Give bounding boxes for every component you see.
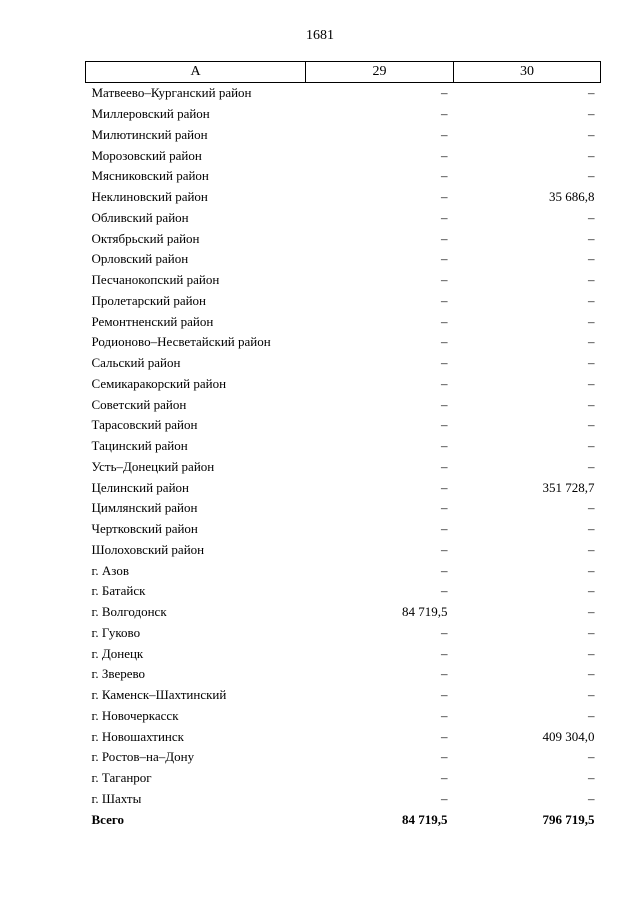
value-col-30: – <box>588 770 595 786</box>
table-row <box>86 789 601 810</box>
value-col-29: – <box>441 396 448 412</box>
table-row <box>86 353 601 374</box>
value-col-30: – <box>588 209 595 225</box>
value-col-30: – <box>588 375 595 391</box>
value-col-29: – <box>441 521 448 537</box>
row-label: Орловский район <box>91 251 189 267</box>
row-label: Мясниковский район <box>91 168 209 184</box>
value-col-29: – <box>441 624 448 640</box>
row-label: г. Новошахтинск <box>91 728 184 744</box>
table-row <box>86 477 601 498</box>
column-header-a: А <box>86 62 306 83</box>
value-col-29: – <box>441 500 448 516</box>
value-col-29: – <box>441 292 448 308</box>
table-row <box>86 581 601 602</box>
value-col-30: – <box>588 624 595 640</box>
row-label: Усть–Донецкий район <box>91 458 215 474</box>
row-label: Тарасовский район <box>91 417 198 433</box>
value-col-30: – <box>588 666 595 682</box>
table-row <box>86 270 601 291</box>
value-col-30: – <box>588 313 595 329</box>
value-col-30: – <box>588 147 595 163</box>
page-number: 1681 <box>306 28 334 43</box>
value-col-30: – <box>588 458 595 474</box>
value-col-30: 409 304,0 <box>542 728 595 744</box>
value-col-29: – <box>441 583 448 599</box>
row-label: Пролетарский район <box>91 292 207 308</box>
value-col-30: – <box>588 521 595 537</box>
row-label: Милютинский район <box>91 126 208 142</box>
row-label: г. Донецк <box>91 645 144 661</box>
value-col-29: – <box>441 562 448 578</box>
value-col-29: – <box>441 355 448 371</box>
table-body <box>86 83 601 831</box>
row-label: Тацинский район <box>91 438 188 454</box>
value-col-29: – <box>441 417 448 433</box>
row-label: г. Шахты <box>91 790 142 806</box>
total-col-30: 796 719,5 <box>542 811 595 827</box>
table-row <box>86 706 601 727</box>
table-row <box>86 228 601 249</box>
row-label: г. Гуково <box>91 624 141 640</box>
row-label: г. Ростов–на–Дону <box>91 749 195 765</box>
value-col-30: – <box>588 438 595 454</box>
value-col-29: – <box>441 645 448 661</box>
table-row <box>86 623 601 644</box>
value-col-30: – <box>588 272 595 288</box>
value-col-29: – <box>441 790 448 806</box>
table-row <box>86 394 601 415</box>
table-row <box>86 104 601 125</box>
table-row <box>86 768 601 789</box>
table-row <box>86 436 601 457</box>
value-col-29: – <box>441 334 448 350</box>
table-row <box>86 374 601 395</box>
value-col-30: – <box>588 396 595 412</box>
table-row <box>86 685 601 706</box>
value-col-29: – <box>441 541 448 557</box>
value-col-30: – <box>588 604 595 620</box>
row-label: Морозовский район <box>91 147 202 163</box>
row-label: г. Азов <box>91 562 129 578</box>
row-label: Советский район <box>91 396 187 412</box>
value-col-30: – <box>588 85 595 101</box>
column-header-30: 30 <box>454 62 601 83</box>
value-col-30: – <box>588 790 595 806</box>
table-row <box>86 457 601 478</box>
total-col-29: 84 719,5 <box>402 811 448 827</box>
value-col-30: – <box>588 126 595 142</box>
row-label: г. Новочеркасск <box>91 707 179 723</box>
value-col-29: – <box>441 147 448 163</box>
row-label: Неклиновский район <box>91 189 208 205</box>
value-col-29: – <box>441 209 448 225</box>
value-col-29: – <box>441 458 448 474</box>
value-col-29: – <box>441 85 448 101</box>
value-col-29: – <box>441 313 448 329</box>
header-row <box>86 62 601 83</box>
row-label: Шолоховский район <box>91 541 205 557</box>
budget-table <box>85 61 601 830</box>
row-label: Семикаракорский район <box>91 375 227 391</box>
value-col-30: – <box>588 334 595 350</box>
table-row <box>86 83 601 104</box>
table-row <box>86 166 601 187</box>
table-row <box>86 560 601 581</box>
row-label: г. Зверево <box>91 666 146 682</box>
value-col-29: – <box>441 687 448 703</box>
value-col-30: – <box>588 583 595 599</box>
value-col-30: 35 686,8 <box>549 189 595 205</box>
value-col-30: 351 728,7 <box>542 479 595 495</box>
row-label: Целинский район <box>91 479 189 495</box>
row-label: г. Таганрог <box>91 770 152 786</box>
column-header-29: 29 <box>306 62 454 83</box>
value-col-30: – <box>588 168 595 184</box>
value-col-29: – <box>441 168 448 184</box>
total-row <box>86 809 601 830</box>
table-row <box>86 145 601 166</box>
table-row <box>86 208 601 229</box>
table-row <box>86 415 601 436</box>
value-col-29: – <box>441 438 448 454</box>
table-row <box>86 311 601 332</box>
table-row <box>86 643 601 664</box>
value-col-29: – <box>441 106 448 122</box>
value-col-29: – <box>441 728 448 744</box>
table-header <box>86 62 601 83</box>
row-label: г. Волгодонск <box>91 604 167 620</box>
value-col-29: – <box>441 707 448 723</box>
row-label: Песчанокопский район <box>91 272 220 288</box>
total-label: Всего <box>91 811 124 827</box>
table-row <box>86 249 601 270</box>
row-label: г. Батайск <box>91 583 146 599</box>
value-col-30: – <box>588 562 595 578</box>
value-col-30: – <box>588 707 595 723</box>
table-row <box>86 664 601 685</box>
value-col-29: – <box>441 251 448 267</box>
value-col-29: – <box>441 272 448 288</box>
table-row <box>86 291 601 312</box>
table-row <box>86 498 601 519</box>
value-col-30: – <box>588 645 595 661</box>
row-label: Сальский район <box>91 355 181 371</box>
table-row <box>86 519 601 540</box>
row-label: Ремонтненский район <box>91 313 214 329</box>
row-label: Обливский район <box>91 209 189 225</box>
value-col-29: – <box>441 126 448 142</box>
value-col-29: – <box>441 749 448 765</box>
row-label: Цимлянский район <box>91 500 198 516</box>
row-label: г. Каменск–Шахтинский <box>91 687 227 703</box>
value-col-30: – <box>588 355 595 371</box>
row-label: Миллеровский район <box>91 106 210 122</box>
row-label: Октябрьский район <box>91 230 200 246</box>
table-row <box>86 602 601 623</box>
value-col-29: – <box>441 230 448 246</box>
table-row <box>86 747 601 768</box>
table-row <box>86 540 601 561</box>
value-col-30: – <box>588 292 595 308</box>
row-label: Чертковский район <box>91 521 198 537</box>
value-col-29: – <box>441 479 448 495</box>
value-col-30: – <box>588 251 595 267</box>
value-col-29: – <box>441 375 448 391</box>
row-label: Матвеево–Курганский район <box>91 85 252 101</box>
table-row <box>86 726 601 747</box>
value-col-30: – <box>588 749 595 765</box>
value-col-30: – <box>588 687 595 703</box>
value-col-30: – <box>588 417 595 433</box>
table-row <box>86 187 601 208</box>
value-col-29: – <box>441 770 448 786</box>
value-col-30: – <box>588 106 595 122</box>
value-col-30: – <box>588 541 595 557</box>
value-col-29: 84 719,5 <box>402 604 448 620</box>
value-col-29: – <box>441 666 448 682</box>
table-row <box>86 125 601 146</box>
row-label: Родионово–Несветайский район <box>91 334 271 350</box>
value-col-30: – <box>588 500 595 516</box>
table-row <box>86 332 601 353</box>
value-col-30: – <box>588 230 595 246</box>
value-col-29: – <box>441 189 448 205</box>
